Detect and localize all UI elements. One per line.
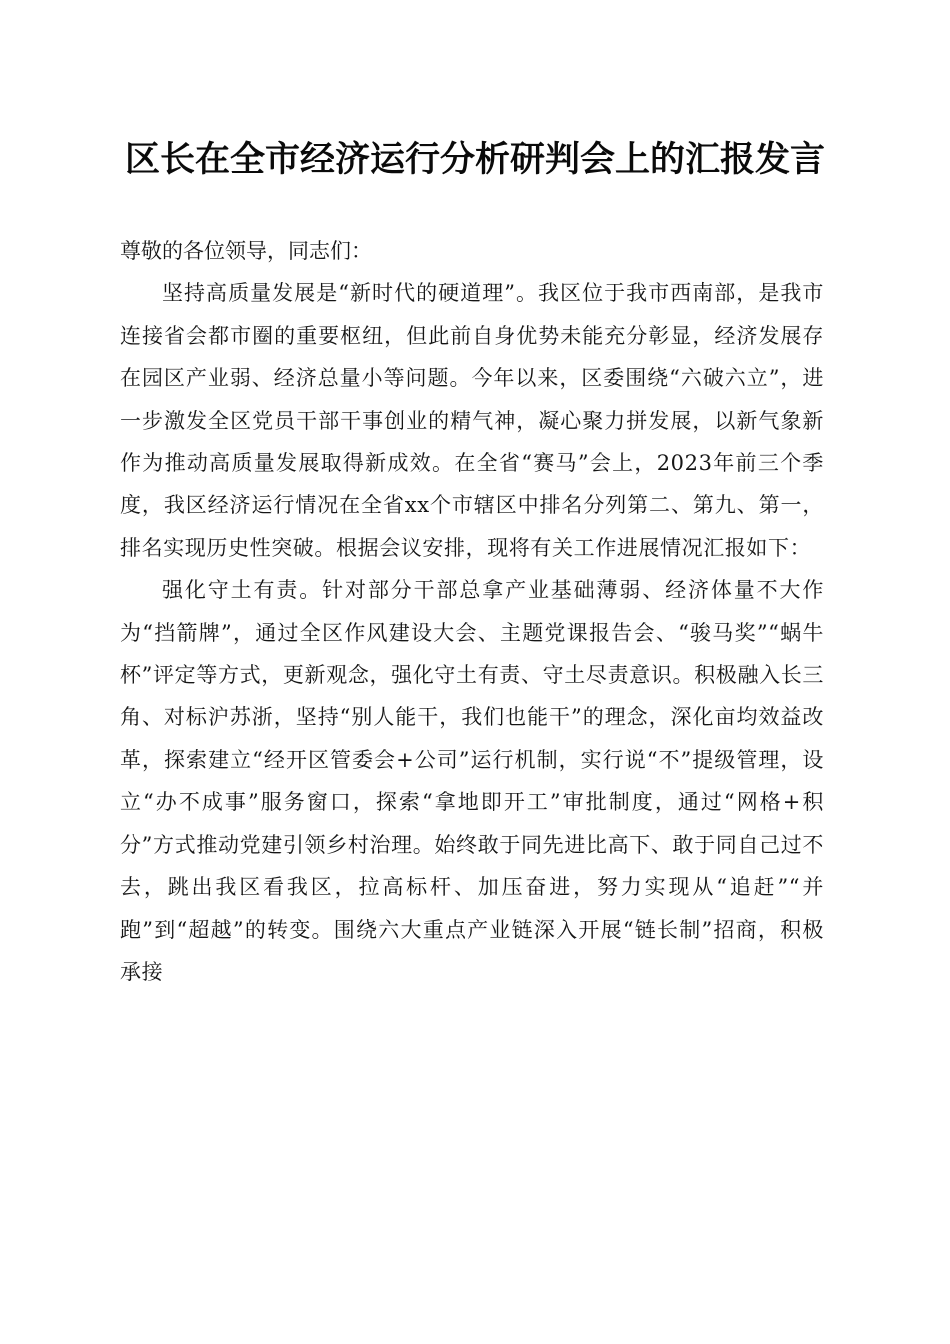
salutation: 尊敬的各位领导，同志们： (120, 239, 372, 263)
paragraph-responsibility: 强化守土有责。针对部分干部总拿产业基础薄弱、经济体量不大作为“挡箭牌”，通过全区作风建设大会、主题党课报告会、“骏马奖”“蜗牛杯”评定等方式，更新观念，强化守土有责、守土尽责意识。积极融入长三角、对标沪苏浙，坚持“别人能干，我们也能干”的理念，深化亩均效益改革，探索建立“经开区管委会+公司”运行机制，实行说“不”提级管理，设立“办不成事”服务窗口，探索“拿地即开工”审批制度，通过“网格+积分”方式推动党建引领乡村治理。始终敢于同先进比高下、敢于同自己过不去，跳出我区看我区，拉高标杆、加压奋进，努力实现从“追赶”“并跑”到“超越”的转变。围绕六大重点产业链深入开展“链长制”招商，积极承接 (120, 578, 824, 984)
document-title: 区长在全市经济运行分析研判会上的汇报发言 (124, 139, 825, 180)
document-body (120, 230, 824, 993)
paragraph-intro: 坚持高质量发展是“新时代的硬道理”。我区位于我市西南部，是我市连接省会都市圈的重要枢纽，但此前自身优势未能充分彰显，经济发展存在园区产业弱、经济总量小等问题。今年以来，区委围绕“六破六立”，进一步激发全区党员干部干事创业的精气神，凝心聚力拼发展，以新气象新作为推动高质量发展取得新成效。在全省“赛马”会上，2023年前三个季度，我区经济运行情况在全省xx个市辖区中排名分列第二、第九、第一，排名实现历史性突破。根据会议安排，现将有关工作进展情况汇报如下： (120, 281, 824, 560)
